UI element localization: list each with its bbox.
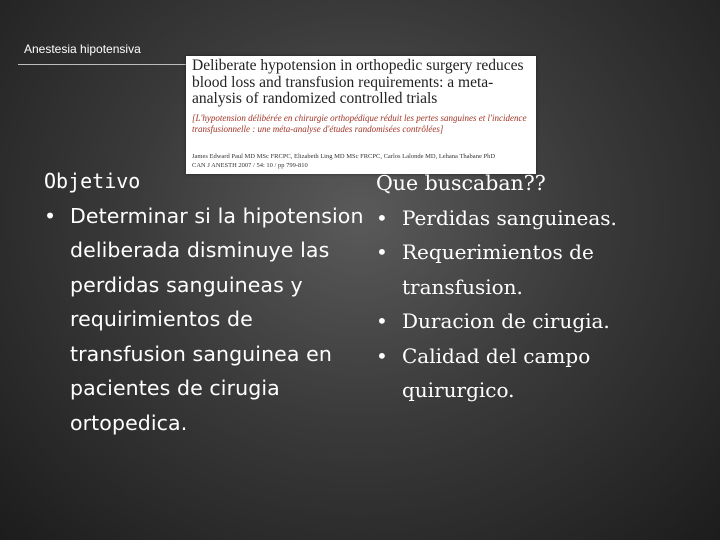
paper-header-image bbox=[186, 56, 536, 174]
left-column bbox=[44, 164, 364, 440]
objective-heading: Objetivo bbox=[44, 169, 141, 193]
list-item bbox=[376, 201, 676, 236]
right-column bbox=[376, 166, 676, 408]
list-item-text: Requerimientos de transfusion. bbox=[402, 240, 594, 299]
questions-list bbox=[376, 201, 676, 408]
list-item bbox=[376, 339, 676, 408]
bullet-icon: • bbox=[376, 240, 388, 264]
paper-citation: CAN J ANESTH 2007 / 54: 10 / pp 799-810 bbox=[192, 162, 308, 169]
bullet-icon: • bbox=[376, 205, 388, 230]
bullet-icon: • bbox=[376, 309, 388, 333]
paper-author-list: James Edward Paul MD MSc FRCPC, Elizabeth Ling MD MSc FRCPC, Carlos Lalonde MD, Lehana Thabane PhD bbox=[192, 153, 496, 160]
list-item-text: Determinar si la hipotension deliberada disminuye las perdidas sanguineas y requirimientos de transfusion sanguinea en pacientes de cirugia ortopedica. bbox=[70, 203, 364, 435]
slide-title: Anestesia hipotensiva bbox=[24, 42, 141, 56]
list-item bbox=[376, 304, 676, 339]
list-item bbox=[44, 199, 364, 441]
list-item-text: Perdidas sanguineas. bbox=[402, 205, 617, 230]
paper-headline: Deliberate hypotension in orthopedic surgery reduces blood loss and transfusion requirements: a meta-analysis of randomized controlled trials bbox=[192, 57, 524, 107]
list-item-text: Calidad del campo quirurgico. bbox=[402, 343, 591, 402]
bullet-icon: • bbox=[376, 343, 388, 368]
objective-list bbox=[44, 199, 364, 441]
title-underline bbox=[18, 64, 188, 65]
list-item bbox=[376, 235, 676, 304]
questions-heading: Que buscaban?? bbox=[376, 171, 546, 195]
list-item-text: Duracion de cirugia. bbox=[402, 309, 610, 333]
paper-subtitle: [L'hypotension délibérée en chirurgie orthopédique réduit les pertes sanguines et l'incidence transfusionnelle : une méta-analyse d'études randomisées contrôlées] bbox=[192, 113, 527, 134]
bullet-icon: • bbox=[44, 203, 57, 228]
